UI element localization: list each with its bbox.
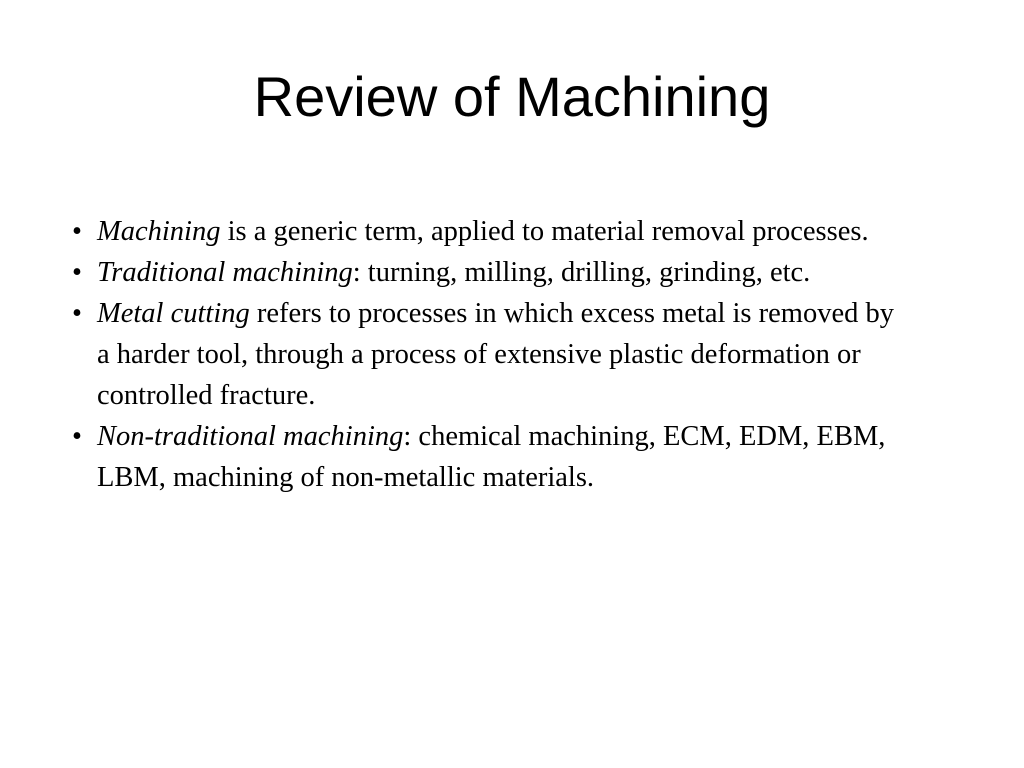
bullet-text: : chemical machining, ECM, EDM, EBM, LBM, machining of non-metallic materials. <box>97 421 886 493</box>
bullet-item-metal-cutting <box>72 293 912 416</box>
bullet-item-machining <box>72 211 912 252</box>
bullet-term: Machining <box>97 216 221 247</box>
bullet-icon: • <box>72 298 82 329</box>
bullet-text: : turning, milling, drilling, grinding, etc. <box>352 257 811 288</box>
slide-title: Review of Machining <box>253 65 771 128</box>
bullet-icon: • <box>72 421 82 452</box>
bullet-list <box>72 211 912 498</box>
bullet-term: Non-traditional machining <box>97 421 404 452</box>
bullet-icon: • <box>72 216 82 247</box>
bullet-item-traditional-machining <box>72 252 912 293</box>
bullet-text: is a generic term, applied to material removal processes. <box>220 216 869 247</box>
bullet-icon: • <box>72 257 82 288</box>
bullet-term: Metal cutting <box>97 298 250 329</box>
bullet-item-non-traditional-machining <box>72 416 912 498</box>
bullet-text: refers to processes in which excess metal is removed by a harder tool, through a process of extensive plastic deformation or controlled fracture. <box>97 298 894 411</box>
bullet-term: Traditional machining <box>97 257 353 288</box>
